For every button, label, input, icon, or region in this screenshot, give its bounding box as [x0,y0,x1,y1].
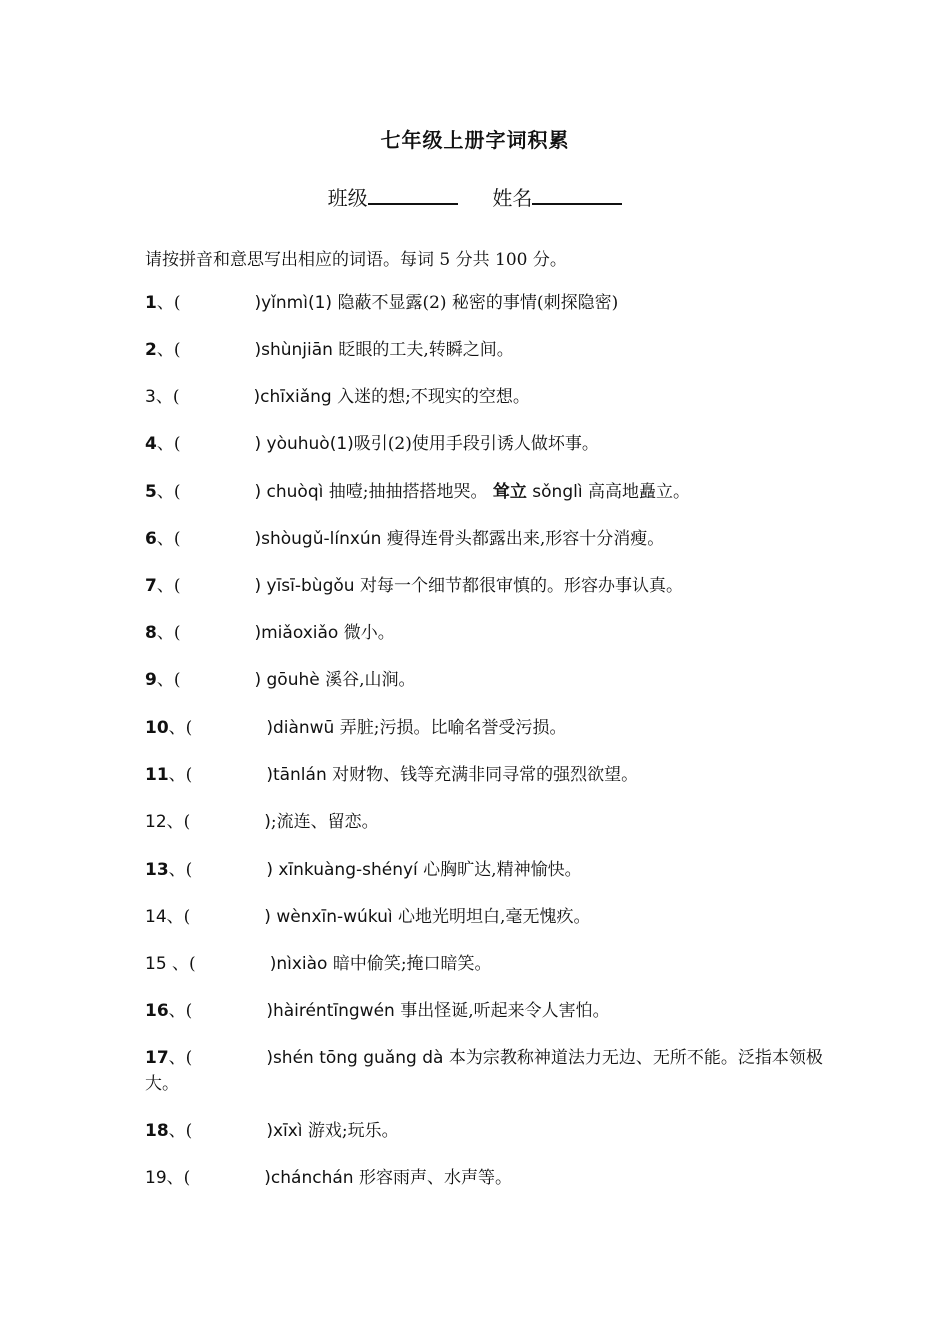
question-meaning: 隐蔽不显露(2) 秘密的事情(刺探隐密) [332,293,619,313]
question-number: 11 [145,765,169,785]
question-pinyin: ) xīnkuàng-shényí [266,860,418,880]
name-blank[interactable] [532,185,622,205]
question-meaning: 本为宗教称神道法力无边、无所不能。泛指本领极大。 [145,1048,823,1094]
question-item: 5、( ) chuòqì 抽噎;抽抽搭搭地哭。 耸立 sǒnglì 高高地矗立。 [145,482,690,502]
question-item: 4、( ) yòuhuò(1)吸引(2)使用手段引诱人做坏事。 [145,434,599,454]
question-meaning: 事出怪诞,听起来令人害怕。 [394,1001,610,1021]
question-pinyin: ) [264,812,271,832]
class-blank[interactable] [368,185,458,205]
question-number: 8 [145,623,157,643]
question-number: 16 [145,1001,169,1021]
question-pinyin: ) chuòqì [254,482,324,502]
question-pinyin: )shòugǔ-línxún [254,529,382,549]
question-pinyin: ) yīsī-bùgǒu [254,576,355,596]
question-number: 6 [145,529,157,549]
question-item: 14、( ) wènxīn-wúkuì 心地光明坦白,毫无愧疚。 [145,907,591,927]
class-name-line [0,182,950,211]
question-meaning: 眨眼的工夫,转瞬之间。 [332,340,514,360]
question-meaning: 暗中偷笑;掩口暗笑。 [327,954,492,974]
class-label: 班级 [327,186,368,210]
question-item: 6、( )shòugǔ-línxún 瘦得连骨头都露出来,形容十分消瘦。 [145,529,665,549]
question-meaning: 形容雨声、水声等。 [353,1168,512,1188]
question-meaning: 微小。 [338,623,395,643]
question-pinyin: )miǎoxiǎo [254,623,339,643]
question-pinyin: ) wènxīn-wúkuì [264,907,393,927]
question-meaning: 溪谷,山涧。 [319,670,416,690]
question-meaning: 吸引(2)使用手段引诱人做坏事。 [353,434,599,454]
question-number: 4 [145,434,157,454]
question-item: 12、( );流连、留恋。 [145,812,379,832]
question-number: 12 [145,812,167,832]
question-number: 15 [145,954,173,974]
question-item: 13、( ) xīnkuàng-shényí 心胸旷达,精神愉快。 [145,860,582,880]
question-number: 9 [145,670,157,690]
question-pinyin: )shén tōng guǎng dà [266,1048,444,1068]
question-pinyin: )nìxiào [269,954,328,974]
question-pinyin: )chīxiǎng [253,387,332,407]
question-number: 14 [145,907,167,927]
question-pinyin: )shùnjiān [254,340,333,360]
question-meaning: ;流连、留恋。 [270,812,379,832]
question-item: 3、( )chīxiǎng 入迷的想;不现实的空想。 [145,387,530,407]
question-pinyin: )xīxì [266,1121,303,1141]
question-meaning: 对每一个细节都很审慎的。形容办事认真。 [354,576,683,596]
question-item: 11、( )tānlán 对财物、钱等充满非同寻常的强烈欲望。 [145,765,639,785]
question-item: 7、( ) yīsī-bùgǒu 对每一个细节都很审慎的。形容办事认真。 [145,576,683,596]
question-pinyin: )yǐnmì(1) [254,293,333,313]
question-item: 16、( )hàiréntīngwén 事出怪诞,听起来令人害怕。 [145,1001,610,1021]
question-meaning: 对财物、钱等充满非同寻常的强烈欲望。 [326,765,639,785]
question-number: 10 [145,718,169,738]
name-label: 姓名 [492,186,533,210]
question-pinyin: )tānlán [266,765,327,785]
question-meaning: 心胸旷达,精神愉快。 [417,860,582,880]
question-item: 19、( )chánchán 形容雨声、水声等。 [145,1168,512,1188]
question-item: 2、( )shùnjiān 眨眼的工夫,转瞬之间。 [145,340,514,360]
question-item: 8、( )miǎoxiǎo 微小。 [145,623,395,643]
question-pinyin: )chánchán [264,1168,354,1188]
question-number: 5 [145,482,157,502]
question-meaning: 瘦得连骨头都露出来,形容十分消瘦。 [381,529,665,549]
extra-word: 耸立 [492,482,527,502]
question-pinyin: ) gōuhè [254,670,320,690]
question-number: 13 [145,860,169,880]
question-meaning: 入迷的想;不现实的空想。 [331,387,530,407]
question-pinyin: ) yòuhuò(1) [254,434,354,454]
question-number: 18 [145,1121,169,1141]
question-item: 9、( ) gōuhè 溪谷,山涧。 [145,670,416,690]
question-number: 7 [145,576,157,596]
question-meaning: 心地光明坦白,毫无愧疚。 [392,907,591,927]
question-item: 18、( )xīxì 游戏;玩乐。 [145,1121,399,1141]
page-title: 七年级上册字词积累 [380,128,570,152]
question-number: 17 [145,1048,169,1068]
extra-pinyin: sǒnglì [526,482,583,502]
question-number: 2 [145,340,157,360]
question-item: 15 、( )nìxiào 暗中偷笑;掩口暗笑。 [145,954,492,974]
question-item: 1、( )yǐnmì(1) 隐蔽不显露(2) 秘密的事情(刺探隐密) [145,293,619,313]
instruction: 请按拼音和意思写出相应的词语。每词 5 分共 100 分。 [145,250,567,270]
question-number: 19 [145,1168,167,1188]
extra-meaning: 高高地矗立。 [582,482,690,502]
question-item: 10、( )diànwū 弄脏;污损。比喻名誉受污损。 [145,718,567,738]
question-meaning: 游戏;玩乐。 [302,1121,399,1141]
question-pinyin: )diànwū [266,718,335,738]
question-number: 3 [145,387,156,407]
question-pinyin: )hàiréntīngwén [266,1001,395,1021]
question-meaning: 抽噎;抽抽搭搭地哭。 [323,482,493,502]
question-number: 1 [145,293,157,313]
question-item: 17、( )shén tōng guǎng dà 本为宗教称神道法力无边、无所不能。泛指本领极大。 [145,1048,823,1094]
question-meaning: 弄脏;污损。比喻名誉受污损。 [334,718,567,738]
